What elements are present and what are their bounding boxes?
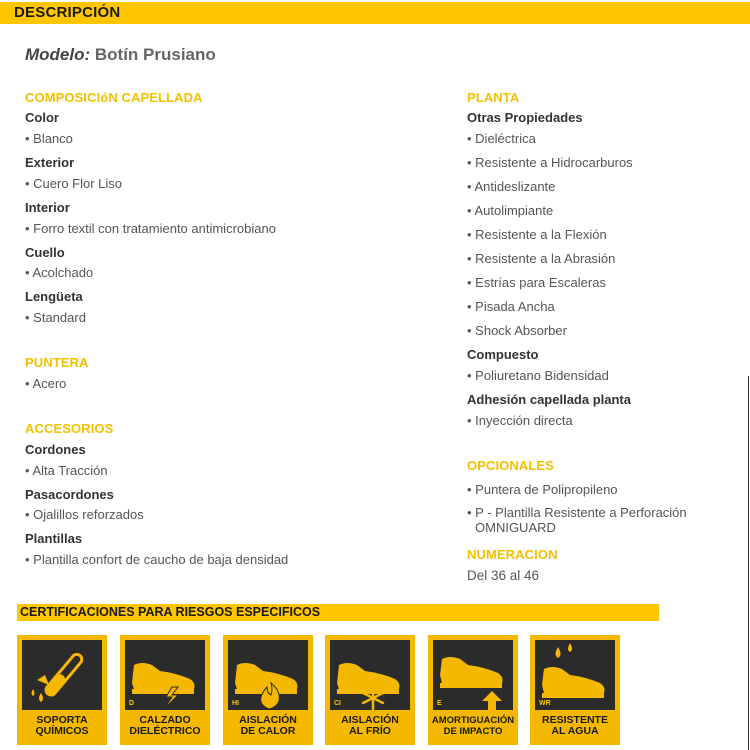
header-bar [0, 2, 750, 24]
heat-shoe-icon [223, 635, 313, 715]
puntera-title: PUNTERA [25, 355, 89, 370]
lengueta-label: Lengüeta [25, 289, 83, 304]
model-label: Modelo: [25, 45, 91, 64]
cert-tile-quimicos [17, 635, 107, 745]
impact-shoe-icon [428, 635, 518, 715]
model-value: Botín Prusiano [94, 45, 216, 64]
cordones-label: Cordones [25, 442, 86, 457]
chemical-icon [17, 635, 107, 715]
planta-title: PLANTA [467, 90, 520, 105]
tile-caption-line2: DIELÉCTRICO [129, 725, 201, 737]
model-line [25, 45, 216, 65]
opcional-item: • P - Plantilla Resistente a Perforación [467, 505, 687, 520]
interior-label: Interior [25, 200, 70, 215]
tile-caption [17, 715, 107, 737]
cert-tile-frio [325, 635, 415, 745]
interior-value: • Forro textil con tratamiento antimicrobiano [25, 221, 276, 236]
plantillas-label: Plantillas [25, 531, 83, 546]
cuello-value: • Acolchado [25, 265, 94, 280]
otras-propiedades-label: Otras Propiedades [467, 110, 583, 125]
electric-shoe-icon [120, 635, 210, 715]
propiedad-item: • Resistente a la Flexión [467, 227, 607, 242]
certificaciones-bar [17, 604, 659, 621]
tile-caption [530, 715, 620, 737]
tile-caption-line1: RESISTENTE [542, 714, 608, 726]
tile-caption [325, 715, 415, 737]
tile-code: E [437, 700, 442, 707]
pasacordones-label: Pasacordones [25, 487, 114, 502]
tile-caption-line2: AL AGUA [551, 725, 599, 737]
tile-caption [223, 715, 313, 737]
propiedad-item: • Autolimpiante [467, 203, 554, 218]
accesorios-title: ACCESORIOS [25, 421, 114, 436]
pasacordones-value: • Ojalillos reforzados [25, 507, 144, 522]
opcionales-title: OPCIONALES [467, 458, 554, 473]
tile-caption-line1: AISLACIÓN [239, 714, 297, 726]
cordones-value: • Alta Tracción [25, 463, 108, 478]
divider-line [748, 376, 749, 750]
exterior-label: Exterior [25, 155, 75, 170]
lengueta-value: • Standard [25, 310, 86, 325]
tile-caption-line1: AISLACIÓN [341, 714, 399, 726]
cuello-label: Cuello [25, 245, 65, 260]
tile-caption-line2: AL FRÍO [349, 725, 391, 737]
tile-caption [120, 715, 210, 737]
tile-code: D [129, 700, 135, 707]
propiedad-item: • Antideslizante [467, 179, 556, 194]
opcional-item: • Puntera de Polipropileno [467, 482, 618, 497]
cold-shoe-icon [325, 635, 415, 715]
tile-caption-line1: CALZADO [139, 714, 191, 726]
tile-caption-line2: DE CALOR [240, 725, 296, 737]
compuesto-value: • Poliuretano Bidensidad [467, 368, 609, 383]
header-title: DESCRIPCIÓN [14, 4, 121, 21]
cert-tile-dielectrico [120, 635, 210, 745]
compuesto-label: Compuesto [467, 347, 539, 362]
tile-caption-line2: DE IMPACTO [443, 726, 503, 737]
tile-code: CI [334, 700, 341, 707]
color-value: • Blanco [25, 131, 73, 146]
color-label: Color [25, 110, 59, 125]
tile-caption [428, 715, 518, 737]
puntera-value: • Acero [25, 376, 67, 391]
adhesion-value: • Inyección directa [467, 413, 573, 428]
cert-tile-calor [223, 635, 313, 745]
cert-tile-agua [530, 635, 620, 745]
cert-tile-impacto [428, 635, 518, 745]
tile-caption-line1: SOPORTA [36, 714, 88, 726]
certificaciones-title: CERTIFICACIONES PARA RIESGOS ESPECIFICOS [20, 605, 321, 619]
tile-code: HI [232, 700, 239, 707]
propiedad-item: • Resistente a la Abrasión [467, 251, 616, 266]
adhesion-label: Adhesión capellada planta [467, 392, 631, 407]
opcional-item-cont: OMNIGUARD [475, 520, 556, 535]
propiedad-item: • Estrías para Escaleras [467, 275, 606, 290]
tile-caption-line2: QUÍMICOS [35, 725, 89, 737]
numeracion-title: NUMERACION [467, 547, 558, 562]
propiedad-item: • Shock Absorber [467, 323, 567, 338]
plantillas-value: • Plantilla confort de caucho de baja densidad [25, 552, 289, 567]
propiedad-item: • Dieléctrica [467, 131, 536, 146]
exterior-value: • Cuero Flor Liso [25, 176, 123, 191]
tile-caption-line1: AMORTIGUACIÓN [431, 715, 515, 726]
composicion-title: COMPOSICIóN CAPELLADA [25, 90, 203, 105]
numeracion-value: Del 36 al 46 [467, 568, 540, 583]
tile-code: WR [539, 700, 551, 707]
water-shoe-icon [530, 635, 620, 715]
propiedad-item: • Resistente a Hidrocarburos [467, 155, 633, 170]
propiedad-item: • Pisada Ancha [467, 299, 555, 314]
